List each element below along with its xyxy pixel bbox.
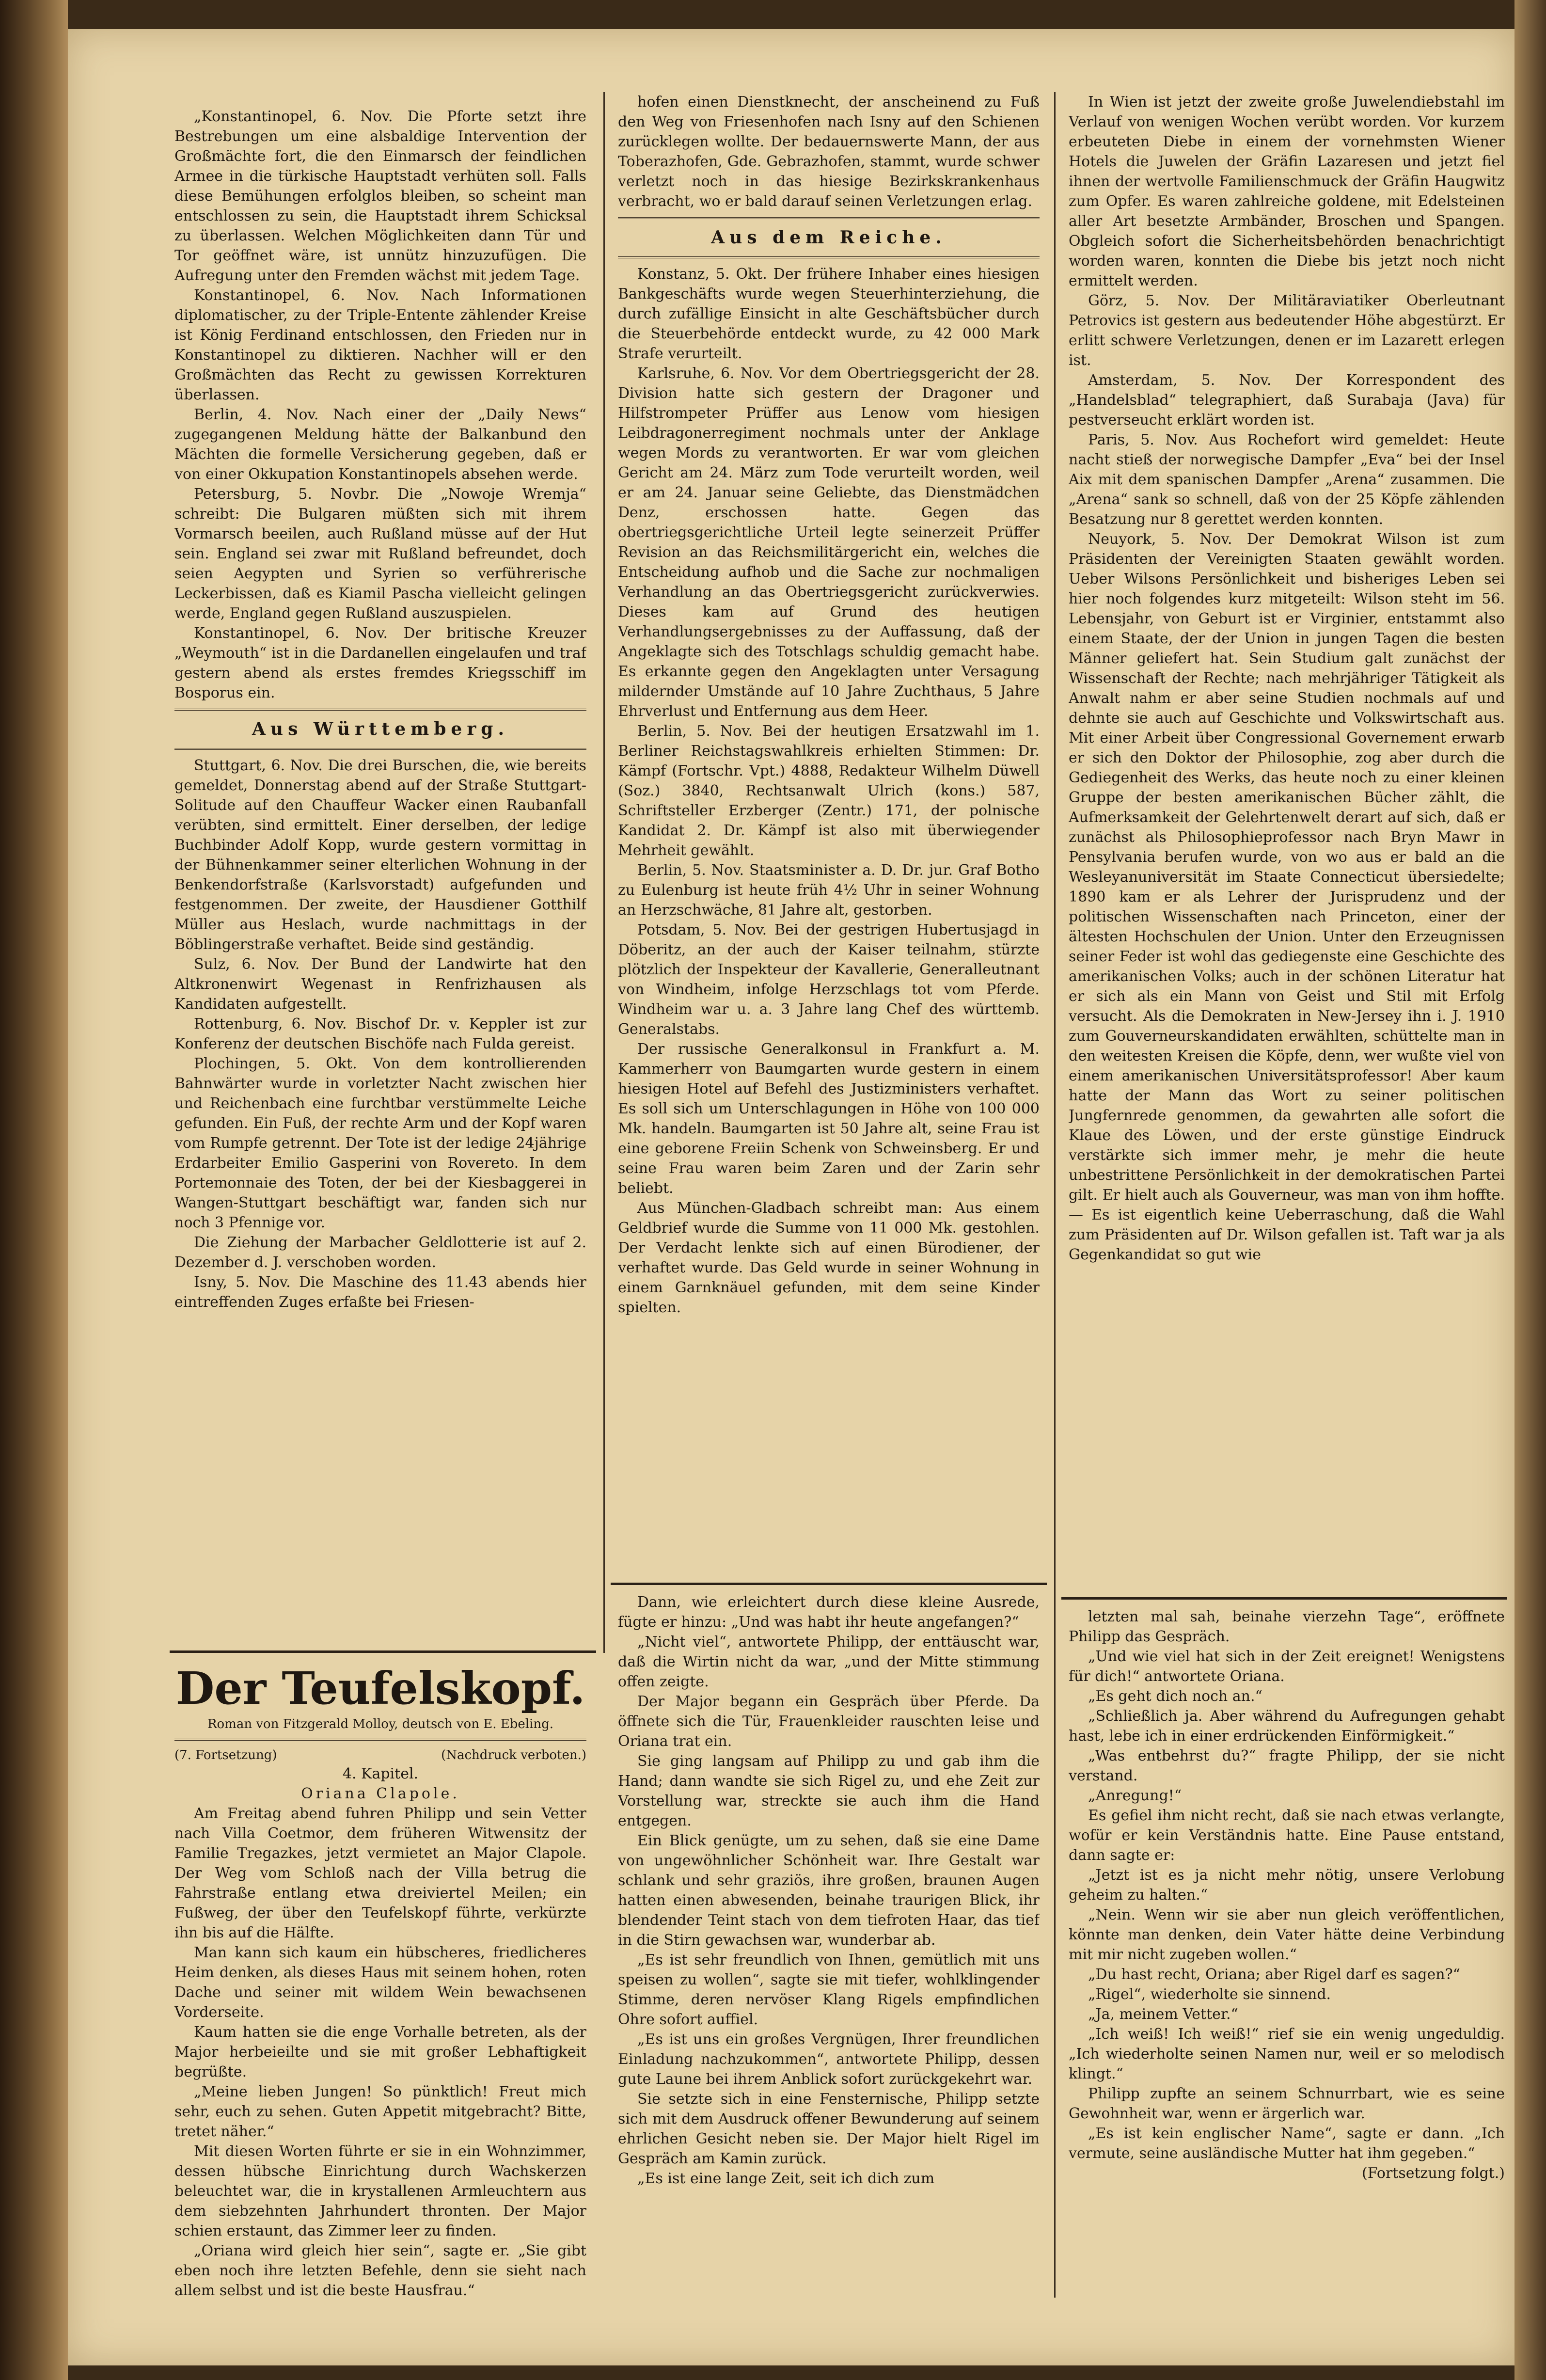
news-column-1 [174,107,586,1646]
paragraph: Potsdam, 5. Nov. Bei der gestrigen Hubertusjagd in Döberitz, an der auch der Kaiser teilnahm, stürzte plötzlich der Inspekteur der Kavallerie, Generalleutnant von Windheim, infolge Herzschlags tot vom Pferde. Windheim war u. a. 3 Jahre lang Chef des württemb. Generalstabs. [618,921,1040,1038]
paragraph: „Nein. Wenn wir sie aber nun gleich veröffentlichen, könnte man denken, dein Vater hätte deine Verbindung mit mir nicht zugeben wollen.“ [1069,1906,1505,1963]
serial-reprint-notice: (Nachdruck verboten.) [441,1748,586,1762]
serial-subtitle: Roman von Fitzgerald Molloy, deutsch von E. Ebeling. [207,1717,554,1731]
paragraph: „Anregung!“ [1088,1787,1182,1804]
paragraph: letzten mal sah, beinahe vierzehn Tage“, eröffnete Philipp das Gespräch. [1069,1608,1505,1645]
paragraph: Konstantinopel, 6. Nov. Nach Informationen diplomatischer, zu der Triple-Entente zählender Kreise ist König Ferdinand entschlossen, den Frieden nur in Konstantinopel zu diktieren. Nachher will er den Großmächten das Recht zu gewissen Korrekturen überlassen. [174,287,586,403]
paragraph: „Ja, meinem Vetter.“ [1088,2006,1238,2023]
paragraph: Sie setzte sich in eine Fensternische, Philipp setzte sich mit dem Ausdruck offener Bewunderung auf seinem ehrlichen Gesicht neben sie. Der Major hielt Rigel im Gespräch am Kamin zurück. [618,2091,1040,2167]
feuilleton-rule [170,1650,596,1653]
paragraph: Der Major begann ein Gespräch über Pferde. Da öffnete sich die Tür, Frauenkleider rauschten leise und Oriana trat ein. [618,1693,1040,1750]
section-divider [174,748,586,750]
section-heading-wuerttemberg: Aus Württemberg. [252,719,509,739]
paragraph: Petersburg, 5. Novbr. Die „Nowoje Wremja“ schreibt: Die Bulgaren müßten sich mit ihrem Vormarsch beeilen, auch Rußland müsse auf der Hut sein. England sei zwar mit Rußland befreundet, doch seien Aegypten und Syrien so verführerische Leckerbissen, daß es Kiamil Pascha vielleicht gelingen werde, England gegen Rußland auszuspielen. [174,486,586,622]
serial-column-1 [174,1660,586,2305]
paragraph: Am Freitag abend fuhren Philipp und sein Vetter nach Villa Coetmor, dem früheren Witwensitz der Familie Tregazkes, jetzt vermietet an Major Clapole. Der Weg vom Schloß nach der Villa betrug die Fahrstraße entlang etwa dreiviertel Meilen; ein Fußweg, der über den Teufelskopf führte, verkürzte ihn bis auf die Hälfte. [174,1805,586,1941]
paragraph: „Und wie viel hat sich in der Zeit ereignet! Wenigstens für dich!“ antwortete Oriana. [1069,1648,1505,1685]
paragraph: „Es ist eine lange Zeit, seit ich dich zum [637,2170,935,2187]
paragraph: „Du hast recht, Oriana; aber Rigel darf es sagen?“ [1088,1966,1460,1983]
serial-title: Der Teufelskopf. [175,1662,585,1714]
paragraph: Mit diesen Worten führte er sie in ein Wohnzimmer, dessen hübsche Einrichtung durch Wachskerzen beleuchtet war, die in krystallenen Armleuchtern aus dem siebzehnten Jahrhundert thronten. Der Major schien erstaunt, das Zimmer leer zu finden. [174,2143,586,2239]
paragraph: Ein Blick genügte, um zu sehen, daß sie eine Dame von ungewöhnlicher Schönheit war. Ihre Gestalt war schlank und sehr graziös, ihre großen, braunen Augen hatten einen abwesenden, beinahe traurigen Blick, ihr blendender Teint stach von dem tiefroten Haar, das tief in die Stirn gewachsen war, wunderbar ab. [618,1832,1040,1949]
section-divider [174,709,586,711]
paragraph: Der russische Generalkonsul in Frankfurt a. M. Kammerherr von Baumgarten wurde gestern in einem hiesigen Hotel auf Befehl des Justizministers verhaftet. Es soll sich um Unterschlagungen in Höhe von 100 000 Mk. handeln. Baumgarten ist 50 Jahre alt, seine Frau ist eine geborene Freiin Schenk von Schweinsberg. Er und seine Frau waren beim Zaren und der Zarin sehr beliebt. [618,1041,1040,1197]
paragraph: Rottenburg, 6. Nov. Bischof Dr. v. Keppler ist zur Konferenz der deutschen Bischöfe nach Fulda gereist. [174,1015,586,1052]
section-divider [618,256,1040,258]
paragraph: „Nicht viel“, antwortete Philipp, der enttäuscht war, daß die Wirtin nicht da war, „und der Mitte stimmung offen zeigte. [618,1634,1040,1690]
paragraph: Karlsruhe, 6. Nov. Vor dem Obertriegsgericht der 28. Division hatte sich gestern der Dragoner und Hilfstrompeter Prüffer aus Lenow vom hiesigen Leibdragonerregiment nochmals unter der Anklage wegen Mords zu verantworten. Er war vom gleichen Gericht am 24. März zum Tode verurteilt worden, weil er am 24. Januar seine Geliebte, das Dienstmädchen Denz, erschossen hatte. Gegen das obertriegsgerichtliche Urteil legte seinerzeit Prüffer Revision an das Reichsmilitärgericht ein, welches die Entscheidung aufhob und die Sache zur nochmaligen Verhandlung an das Obertriegsgericht zurückverwies. Dieses kam auf Grund des heutigen Verhandlungsergebnisses zu der Auffassung, daß der Angeklagte sich des Totschlags schuldig gemacht habe. Es erkannte gegen den Angeklagten unter Versagung mildernder Umstände auf 10 Jahre Zuchthaus, 5 Jahre Ehrverlust und Entfernung aus dem Heer. [618,365,1040,720]
paragraph: Paris, 5. Nov. Aus Rochefort wird gemeldet: Heute nacht stieß der norwegische Dampfer „Eva“ bei der Insel Aix mit dem spanischen Dampfer „Arena“ zusammen. Die „Arena“ sank so schnell, daß von der 25 Köpfe zählenden Besatzung nur 8 gerettet werden konnten. [1069,431,1505,528]
paragraph: „Es ist sehr freundlich von Ihnen, gemütlich mit uns speisen zu wollen“, sagte sie mit tiefer, wohlklingender Stimme, deren nervöser Klang Rigels empfindlichen Ohre sofort auffiel. [618,1952,1040,2028]
paragraph: Kaum hatten sie die enge Vorhalle betreten, als der Major herbeieilte und sie mit großer Lebhaftigkeit begrüßte. [174,2024,586,2080]
paragraph: „Es ist kein englischer Name“, sagte er dann. „Ich vermute, seine ausländische Mutter hat ihm gegeben.“ [1069,2125,1505,2162]
section-divider [174,1739,586,1741]
paragraph: Philipp zupfte an seinem Schnurrbart, wie es seine Gewohnheit war, wenn er ärgerlich war. [1069,2085,1505,2122]
section-divider [618,217,1040,219]
paragraph: Stuttgart, 6. Nov. Die drei Burschen, die, wie bereits gemeldet, Donnerstag abend auf der Straße Stuttgart-Solitude auf den Chauffeur Wacker einen Raubanfall verübten, sind ermittelt. Einer derselben, der ledige Buchbinder Adolf Kopp, wurde gestern vormittag in der Bühnenkammer seiner elterlichen Wohnung in der Benkendorfstraße (Karlsvorstadt) aufgefunden und festgenommen. Der zweite, der Hausdiener Gotthilf Müller aus Heslach, wurde nachmittags in der Böblingerstraße verhaftet. Beide sind geständig. [174,757,586,953]
paragraph: Berlin, 4. Nov. Nach einer der „Daily News“ zugegangenen Meldung hätte der Balkanbund den Mächten die formelle Versicherung gegeben, daß er von einer Okkupation Konstantinopels absehen werde. [174,406,586,483]
paragraph: „Konstantinopel, 6. Nov. Die Pforte setzt ihre Bestrebungen um eine alsbaldige Intervention der Großmächte fort, die den Einmarsch der feindlichen Armee in die türkische Hauptstadt verhüten soll. Falls diese Bemühungen erfolglos bleiben, so scheint man entschlossen zu sein, die Hauptstadt ihrem Schicksal zu überlassen. Welchen Möglichkeiten dann Tür und Tor geöffnet wäre, ist unnütz hinzuzufügen. Die Aufregung unter den Fremden wächst mit jedem Tage. [174,108,586,284]
paragraph: „Meine lieben Jungen! So pünktlich! Freut mich sehr, euch zu sehen. Guten Appetit mitgebracht? Bitte, tretet näher.“ [174,2083,586,2140]
paragraph: Konstantinopel, 6. Nov. Der britische Kreuzer „Weymouth“ ist in die Dardanellen eingelaufen und traf gestern abend als erstes fremdes Kriegsschiff im Bosporus ein. [174,625,586,701]
paragraph: Aus München-Gladbach schreibt man: Aus einem Geldbrief wurde die Summe von 11 000 Mk. gestohlen. Der Verdacht lenkte sich auf einen Bürodiener, der verhaftet wurde. Das Geld wurde in seiner Wohnung in einem Garnknäuel gefunden, mit dem seine Kinder spielten. [618,1200,1040,1316]
paragraph: „Es ist uns ein großes Vergnügen, Ihrer freundlichen Einladung nachzukommen“, antwortete Philipp, dessen gute Laune bei ihrem Anblick sofort zurückgekehrt war. [618,2031,1040,2088]
paragraph: Sulz, 6. Nov. Der Bund der Landwirte hat den Altkronenwirt Wegenast in Renfrizhausen als Kandidaten aufgestellt. [174,956,586,1013]
serial-column-3 [1069,1607,1505,2305]
paragraph: Görz, 5. Nov. Der Militäraviatiker Oberleutnant Petrovics ist gestern aus bedeutender Höhe abgestürzt. Er erlitt schwere Verletzungen, denen er im Lazarett erlegen ist. [1069,292,1505,369]
serial-continuation: (7. Fortsetzung) [174,1748,277,1762]
feuilleton-rule [611,1583,1047,1585]
serial-end-note: (Fortsetzung folgt.) [1362,2165,1505,2182]
paragraph: Man kann sich kaum ein hübscheres, friedlicheres Heim denken, als dieses Haus mit seinem hohen, roten Dache und seiner mit wildem Wein bewachsenen Vorderseite. [174,1944,586,2021]
paragraph: In Wien ist jetzt der zweite große Juwelendiebstahl im Verlauf von wenigen Wochen verübt worden. Vor kurzem erbeuteten Diebe in einem der vornehmsten Wiener Hotels die Juwelen der Gräfin Lazaresen und jetzt fiel ihnen der wertvolle Familienschmuck der Gräfin Haugwitz zum Opfer. Es waren zahlreiche goldene, mit Edelsteinen aller Art besetzte Armbänder, Broschen und Spangen. Obgleich sofort die Sicherheitsbehörden benachrichtigt worden waren, konnten die Diebe bis jetzt noch nicht ermittelt werden. [1069,94,1505,289]
chapter-title: Oriana Clapole. [301,1785,460,1802]
paragraph: Isny, 5. Nov. Die Maschine des 11.43 abends hier eintreffenden Zuges erfaßte bei Friesen- [174,1274,586,1311]
news-column-2 [618,92,1040,1575]
paragraph: „Es geht dich noch an.“ [1088,1688,1262,1705]
paragraph: Es gefiel ihm nicht recht, daß sie nach etwas verlangte, wofür er kein Verständnis hatte. Eine Pause entstand, dann sagte er: [1069,1807,1505,1864]
paragraph: Konstanz, 5. Okt. Der frühere Inhaber eines hiesigen Bankgeschäfts wurde wegen Steuerhinterziehung, die durch zufällige Einsicht in alte Geschäftsbücher durch die Steuerbehörde entdeckt wurde, zu 42 000 Mark Strafe verurteilt. [618,266,1040,362]
paragraph: Plochingen, 5. Okt. Von dem kontrollierenden Bahnwärter wurde in vorletzter Nacht zwischen hier und Reichenbach eine furchtbar verstümmelte Leiche gefunden. Ein Fuß, der rechte Arm und der Kopf waren vom Rumpfe getrennt. Der Tote ist der ledige 24jährige Erdarbeiter Emilio Gasperini von Rovereto. In dem Portemonnaie des Toten, der bei der Kiesbaggerei in Wangen-Stuttgart beschäftigt war, fanden sich nur noch 3 Pfennige vor. [174,1055,586,1231]
paragraph: Die Ziehung der Marbacher Geldlotterie ist auf 2. Dezember d. J. verschoben worden. [174,1234,586,1271]
column-rule [1054,92,1056,2298]
paragraph: Berlin, 5. Nov. Staatsminister a. D. Dr. jur. Graf Botho zu Eulenburg ist heute früh 4½ Uhr in seiner Wohnung an Herzschwäche, 81 Jahre alt, gestorben. [618,862,1040,919]
paragraph: Dann, wie erleichtert durch diese kleine Ausrede, fügte er hinzu: „Und was habt ihr heute angefangen?“ [618,1594,1040,1631]
paragraph: „Ich weiß! Ich weiß!“ rief sie ein wenig ungeduldig. „Ich wiederholte seinen Namen nur, weil er so melodisch klingt.“ [1069,2026,1505,2082]
page-right-edge [1514,0,1546,2380]
feuilleton-rule [1061,1597,1507,1600]
section-heading-reich: Aus dem Reiche. [711,227,947,248]
news-column-3 [1069,92,1505,1592]
paragraph: „Was entbehrst du?“ fragte Philipp, der sie nicht verstand. [1069,1747,1505,1784]
paragraph: „Rigel“, wiederholte sie sinnend. [1088,1986,1331,2003]
serial-column-2 [618,1592,1040,2305]
column-rule [603,92,605,1653]
paragraph: „Schließlich ja. Aber während du Aufregungen gehabt hast, lebe ich in einer erdrückenden Einförmigkeit.“ [1069,1708,1505,1745]
paragraph: Neuyork, 5. Nov. Der Demokrat Wilson ist zum Präsidenten der Vereinigten Staaten gewählt worden. Ueber Wilsons Persönlichkeit und bisheriges Leben sei hier noch folgendes kurz mitgeteilt: Wilson steht im 56. Lebensjahr, von Geburt ist er Virginier, entstammt also einem Staate, der der Union in jungen Tagen die besten Männer geliefert hat. Sein Studium galt zunächst der Wissenschaft der Rechte; nach mehrjähriger Tätigkeit als Anwalt nahm er aber seine Studien nochmals auf und dehnte sie auch auf Geschichte und Volkswirtschaft aus. Mit einer Arbeit über Congressional Governement erwarb er sich den Doktor der Philosophie, zog aber durch die Gediegenheit des Werks, das heute noch zu einer kleinen Gruppe der besten amerikanischen Bücher zählt, die Aufmerksamkeit der Gelehrtenwelt derart auf sich, daß er zunächst als Philosophieprofessor nach Bryn Mawr in Pensylvania berufen wurde, von wo aus er bald an die Wesleyanuniversität im Staate Connecticut übersiedelte; 1890 kam er als Lehrer der Jurisprudenz und der politischen Wissenschaften nach Princeton, einer der ältesten Hochschulen der Union. Unter den Erzeugnissen seiner Feder ist wohl das gediegenste eine Geschichte des amerikanischen Volks; auch in der schönen Literatur hat er sich als ein Mann von Geist und Stil mit Erfolg versucht. Als die Demokraten in New-Jersey ihn i. J. 1910 zum Gouverneurskandidaten erwählten, schüttelte man in den weitesten Kreisen die Köpfe, denn, wer wußte viel von einem amerikanischen Universitätsprofessor! Aber kaum hatte der Mann das Wort zu seiner politischen Jungfernrede genommen, da gewahrten alle sofort die Klaue des Löwen, und der erste günstige Eindruck verstärkte sich immer mehr, je mehr die heute unbestrittene Persönlichkeit in der demokratischen Partei gilt. Er hielt auch als Gouverneur, was man von ihm hoffte. — Es ist eigentlich keine Ueberraschung, daß die Wahl zum Präsidenten auf Dr. Wilson gefallen ist. Taft war ja als Gegenkandidat so gut wie [1069,531,1505,1263]
paragraph: Sie ging langsam auf Philipp zu und gab ihm die Hand; dann wandte sie sich Rigel zu, und ehe Zeit zur Vorstellung war, streckte sie auch ihm die Hand entgegen. [618,1753,1040,1829]
book-binding-edge [0,0,68,2380]
paragraph: Berlin, 5. Nov. Bei der heutigen Ersatzwahl im 1. Berliner Reichstagswahlkreis erhielten Stimmen: Dr. Kämpf (Fortschr. Vpt.) 4888, Redakteur Wilhelm Düwell (Soz.) 3840, Rechtsanwalt Ulrich (kons.) 587, Schriftsteller Erzberger (Zentr.) 171, der polnische Kandidat 2. Dr. Kämpf ist also mit überwiegender Mehrheit gewählt. [618,723,1040,859]
paragraph: „Jetzt ist es ja nicht mehr nötig, unsere Verlobung geheim zu halten.“ [1069,1867,1505,1904]
paragraph: „Oriana wird gleich hier sein“, sagte er. „Sie gibt eben noch ihre letzten Befehle, denn sie sieht nach allem selbst und ist die beste Hausfrau.“ [174,2242,586,2299]
newspaper-page [68,29,1514,2365]
paragraph: hofen einen Dienstknecht, der anscheinend zu Fuß den Weg von Friesenhofen nach Isny auf den Schienen zurücklegen wollte. Der bedauernswerte Mann, der aus Toberazhofen, Gde. Gebrazhofen, stammt, wurde schwer verletzt noch in das hiesige Bezirkskrankenhaus verbracht, wo er bald darauf seinen Verletzungen erlag. [618,94,1040,210]
serial-notice-row [174,1746,586,1764]
paragraph: Amsterdam, 5. Nov. Der Korrespondent des „Handelsblad“ telegraphiert, daß Surabaja (Java) für pestverseucht erklärt worden ist. [1069,372,1505,428]
chapter-number: 4. Kapitel. [342,1765,419,1782]
